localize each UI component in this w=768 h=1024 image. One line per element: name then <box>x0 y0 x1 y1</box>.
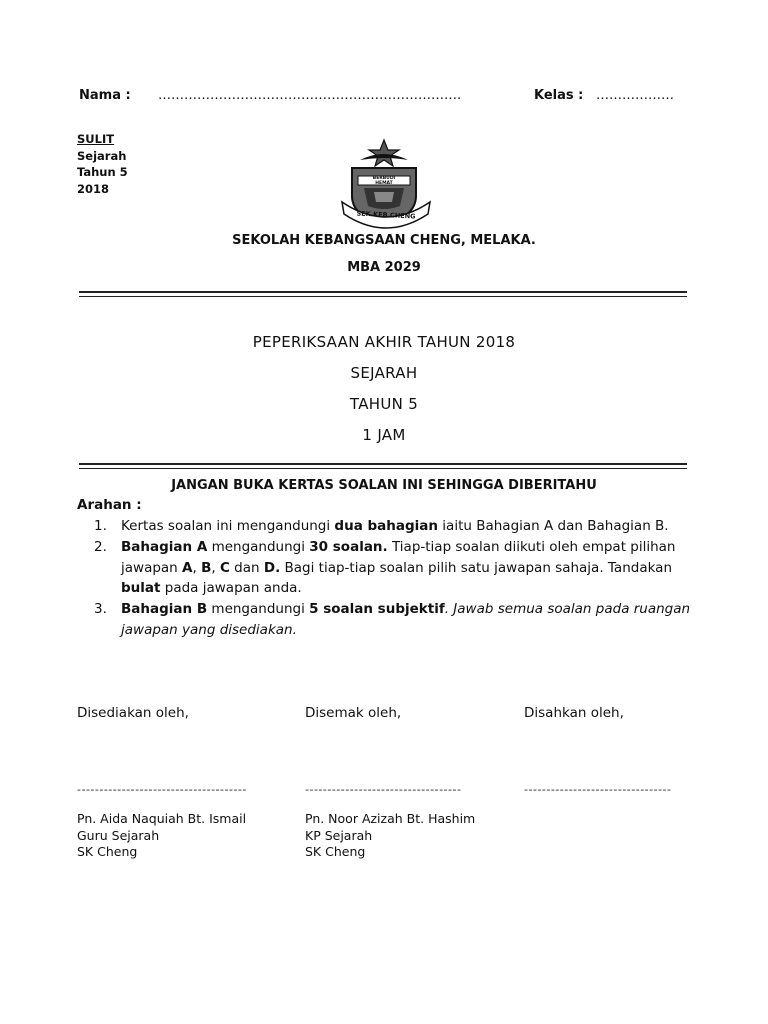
divider-bottom <box>79 463 687 465</box>
sulit-year: Tahun 5 <box>77 165 128 179</box>
sulit-block <box>77 131 128 197</box>
kelas-field[interactable]: ……………… <box>596 88 674 103</box>
instruction-text: Bagi tiap-tiap soalan pilih satu jawapan sahaja. Tandakan <box>280 559 673 576</box>
instruction-text: mengandungi <box>207 601 310 618</box>
exam-level: TAHUN 5 <box>349 395 419 413</box>
kelas-label: Kelas : <box>534 88 584 103</box>
instruction-bold: Bahagian A <box>121 538 208 555</box>
instruction-bold: 5 soalan subjektif <box>309 601 445 618</box>
sulit-subject: Sejarah <box>77 148 127 163</box>
divider-bottom-thin <box>79 468 687 469</box>
instructions-label: Arahan : <box>77 497 142 513</box>
nama-label: Nama : <box>79 88 131 103</box>
instructions-list <box>77 516 697 641</box>
crest-ribbon-text: SEK.KEB.CHENG <box>356 209 416 221</box>
divider-top-thin <box>79 296 687 297</box>
instruction-text: . Jawab semua soalan pada ruangan jawapan yang disediakan. <box>121 601 691 638</box>
instruction-bold: C <box>219 559 230 576</box>
school-name: SEKOLAH KEBANGSAAN CHENG, MELAKA. <box>232 233 536 248</box>
school-crest-icon <box>338 138 434 230</box>
instruction-text: iaitu Bahagian A dan Bahagian B. <box>438 518 669 534</box>
instruction-bold: Bahagian B <box>121 601 208 618</box>
divider-top <box>79 291 687 293</box>
instruction-text: pada jawapan anda. <box>160 580 302 597</box>
instruction-text: Tiap-tiap soalan diikuti oleh empat pilihan jawapan <box>121 538 676 576</box>
instruction-bold: D. <box>263 559 281 576</box>
signature-line-checked: ----------------------------------- <box>305 783 462 796</box>
signatory-prepared <box>77 811 246 861</box>
sulit-label: SULIT <box>77 132 115 146</box>
instruction-text: mengandungi <box>207 538 310 555</box>
sulit-exam-year: 2018 <box>77 181 110 196</box>
signature-line-prepared: -------------------------------------- <box>77 783 247 796</box>
school-code: MBA 2029 <box>347 260 421 275</box>
signatory-role: KP Sejarah <box>305 827 373 843</box>
instruction-bold: dua bahagian <box>334 518 439 534</box>
instruction-text: , <box>192 559 202 576</box>
signatory-name: Pn. Aida Naquiah Bt. Ismail <box>77 811 247 826</box>
signature-line-approved: --------------------------------- <box>524 783 672 796</box>
instruction-number: 2. <box>94 538 107 555</box>
signature-approved-label: Disahkan oleh, <box>524 705 624 721</box>
crest-top-text: BERBUDI HEMAT <box>372 176 396 186</box>
instruction-item-1 <box>77 516 697 537</box>
signatory-name: Pn. Noor Azizah Bt. Hashim <box>305 811 476 826</box>
exam-subject: SEJARAH <box>350 364 418 382</box>
exam-title: PEPERIKSAAN AKHIR TAHUN 2018 <box>252 333 516 351</box>
signatory-school: SK Cheng <box>77 844 138 859</box>
instruction-item-2 <box>77 537 697 599</box>
instruction-number: 1. <box>94 518 107 534</box>
signatory-school: SK Cheng <box>305 844 366 859</box>
exam-duration: 1 JAM <box>362 426 406 444</box>
instruction-bold: B <box>201 559 212 576</box>
warning-text: JANGAN BUKA KERTAS SOALAN INI SEHINGGA DIBERITAHU <box>171 478 597 493</box>
instruction-item-3 <box>77 599 697 641</box>
signatory-checked <box>305 811 475 861</box>
instruction-number: 3. <box>94 601 107 618</box>
signature-prepared-label: Disediakan oleh, <box>77 705 189 721</box>
instruction-text: dan <box>229 559 264 576</box>
signatory-role: Guru Sejarah <box>77 827 160 843</box>
instruction-text: , <box>211 559 220 576</box>
instruction-bold: A <box>182 559 193 576</box>
instruction-bold: bulat <box>121 580 161 597</box>
nama-field[interactable]: ……………………………………………………………. <box>158 88 462 103</box>
signature-checked-label: Disemak oleh, <box>305 705 402 721</box>
instruction-bold: 30 soalan. <box>309 538 388 555</box>
instruction-text: Kertas soalan ini mengandungi <box>121 518 335 534</box>
